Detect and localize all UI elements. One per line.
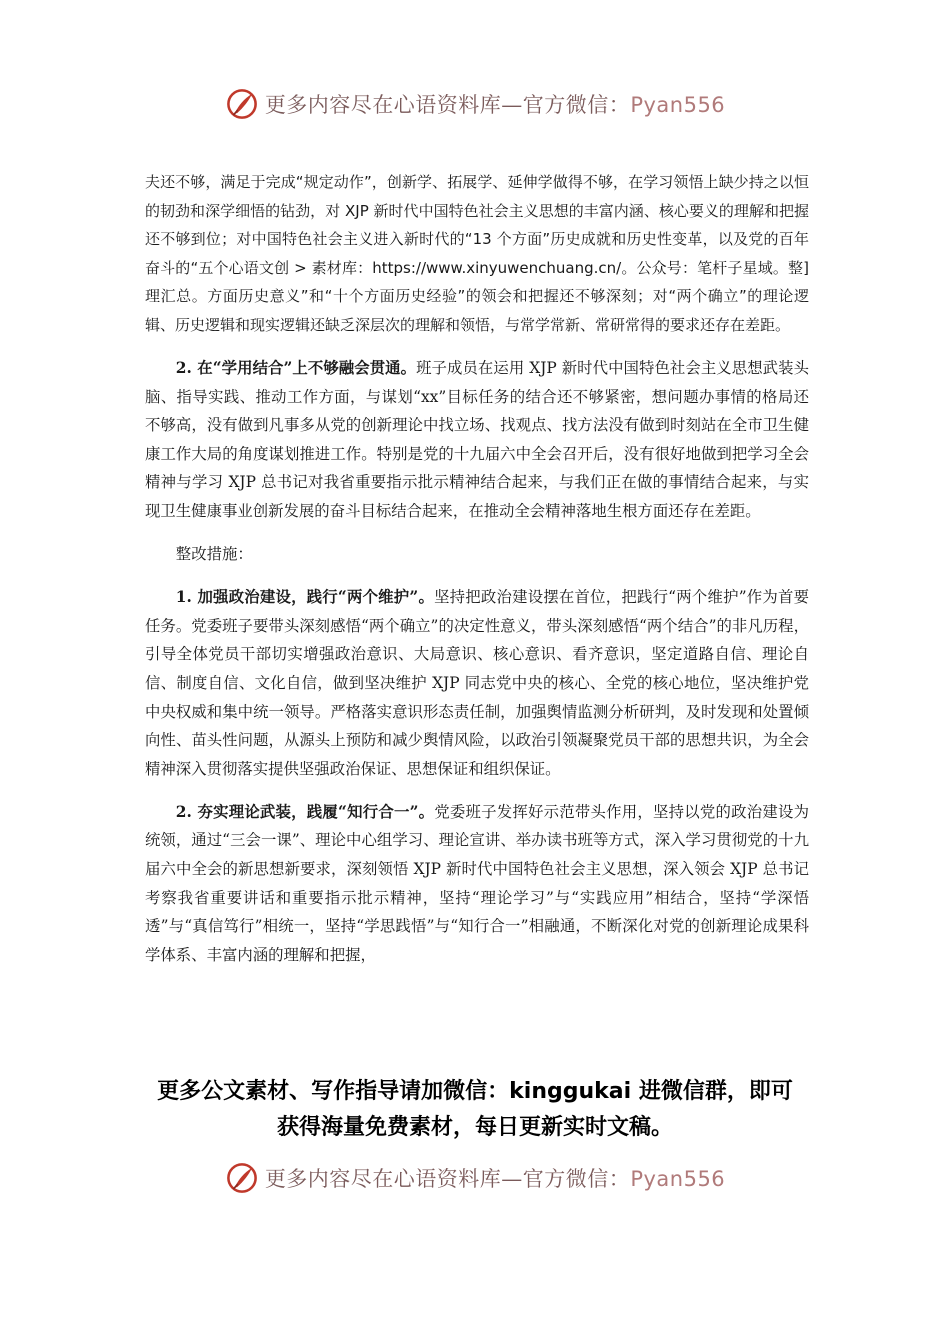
paragraph-5-text: 党委班子发挥好示范带头作用，坚持以党的政治建设为统领，通过“三会一课”、理论中心组学习、理论宣讲、举办读书班等方式，深入学习贯彻党的十九届六中全会的新思想新要求，深刻领悟 XJP 新时代中国特色社会主义思想，深入领会 XJP 总书记考察我省重要讲话和重要指示批示精神，坚持“理论学习”与“实践应用”相结合，坚持“学深悟透”与“真信笃行”相统一，坚持“学思践悟”与“知行合一”相融通，不断深化对党的创新理论成果科学体系、丰富内涵的理解和把握， [145, 802, 809, 964]
paragraph-2 [145, 354, 809, 526]
promo-line-1: 更多公文素材、写作指导请加微信：kinggukai 进微信群，即可 [157, 1079, 793, 1104]
paragraph-3: 整改措施： [175, 545, 253, 564]
paragraph-4-heading: 1. 加强政治建设，践行“两个维护”。 [175, 588, 435, 607]
paragraph-4-text: 坚持把政治建设摆在首位，把践行“两个维护”作为首要任务。党委班子要带头深刻感悟“两个确立”的决定性意义，带头深刻感悟“两个结合”的非凡历程，引导全体党员干部切实增强政治意识、大局意识、核心意识、看齐意识，坚定道路自信、理论自信、制度自信、文化自信，做到坚决维护 XJP 同志党中央的核心、全党的核心地位，坚决维护党中央权威和集中统一领导。严格落实意识形态责任制，加强舆情监测分析研判，及时发现和处置倾向性、苗头性问题，从源头上预防和减少舆情风险，以政治引领凝聚党员干部的思想共识，为全会精神深入贯彻落实提供坚强政治保证、思想保证和组织保证。 [145, 588, 809, 778]
paragraph-2-heading: 2. 在“学用结合”上不够融会贯通。 [175, 359, 417, 378]
header-banner-label: 更多内容尽在心语资料库—官方微信： [264, 93, 631, 117]
paragraph-1: 夫还不够，满足于完成“规定动作”，创新学、拓展学、延伸学做得不够，在学习领悟上缺少持之以恒的韧劲和深学细悟的钻劲，对 XJP 新时代中国特色社会主义思想的丰富内涵、核心要义的理解和把握还不够到位；对中国特色社会主义进入新时代的“13 个方面”历史成就和历史性变革，以及党的百年奋斗的“五个心语文创 > 素材库：https://www.xinyuwenchuang.cn/。公众号：笔杆子星域。整]理汇总。方面历史意义”和“十个方面历史经验”的领会和把握还不够深刻；对“两个确立”的理论逻辑、历史逻辑和现实逻辑还缺乏深层次的理解和领悟，与常学常新、常研常得的要求还存在差距。 [145, 173, 809, 334]
footer-banner [0, 1156, 950, 1200]
promo-notice [0, 1074, 950, 1146]
paragraph-4 [145, 583, 809, 783]
header-banner [0, 82, 950, 126]
paragraph-5 [145, 798, 809, 970]
promo-line-2: 获得海量免费素材，每日更新实时文稿。 [276, 1115, 673, 1140]
footer-banner-text [265, 1163, 725, 1193]
quill-logo-icon [225, 87, 259, 121]
paragraph-5-heading: 2. 夯实理论武装，践履“知行合一”。 [175, 802, 435, 821]
document-body [145, 168, 809, 984]
footer-wechat-id: Pyan556 [630, 1167, 726, 1191]
paragraph-2-text: 班子成员在运用 XJP 新时代中国特色社会主义思想武装头脑、指导实践、推动工作方面，与谋划“xx”目标任务的结合还不够紧密，想问题办事情的格局还不够高，没有做到凡事多从党的创新理论中找立场、找观点、找方法没有做到时刻站在全市卫生健康工作大局的角度谋划推进工作。特别是党的十九届六中全会召开后，没有很好地做到把学习全会精神与学习 XJP 总书记对我省重要指示批示精神结合起来，与我们正在做的事情结合起来，与实现卫生健康事业创新发展的奋斗目标结合起来，在推动全会精神落地生根方面还存在差距。 [145, 359, 809, 521]
footer-banner-label: 更多内容尽在心语资料库—官方微信： [264, 1167, 631, 1191]
header-banner-text [265, 89, 725, 119]
quill-logo-icon [225, 1161, 259, 1195]
header-wechat-id: Pyan556 [630, 93, 726, 117]
